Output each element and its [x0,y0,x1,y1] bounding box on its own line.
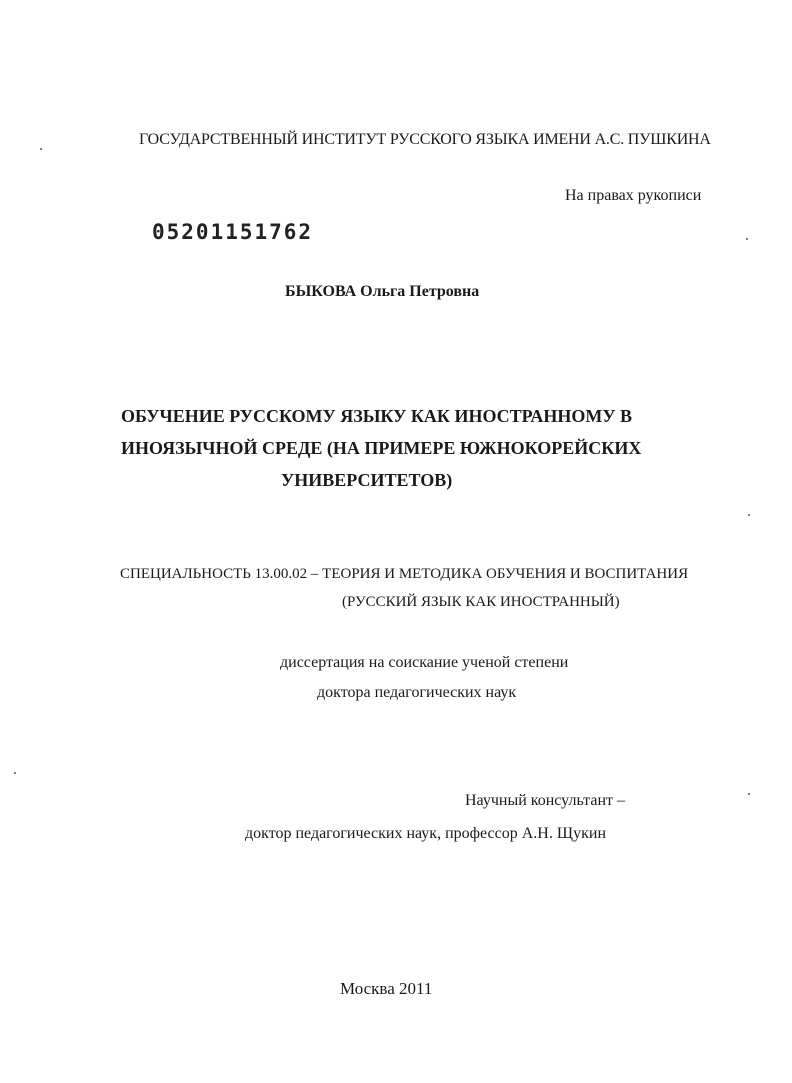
title-line-3: УНИВЕРСИТЕТОВ) [281,470,453,490]
rights-note: На правах рукописи [565,187,702,204]
specialty [120,560,730,616]
degree-line-1: диссертация на соискание ученой степени [280,654,569,671]
scan-speck [14,772,16,774]
dissertation-title [121,400,681,496]
catalog-number: 05201151762 [152,220,314,244]
advisor-name: доктор педагогических наук, профессор А.Н. Щукин [245,825,607,842]
author-name: БЫКОВА Ольга Петровна [285,283,480,300]
title-line-2: ИНОЯЗЫЧНОЙ СРЕДЕ (НА ПРИМЕРЕ ЮЖНОКОРЕЙСКИХ [121,438,642,458]
scan-speck [748,514,750,516]
institute-name: ГОСУДАРСТВЕННЫЙ ИНСТИТУТ РУССКОГО ЯЗЫКА ИМЕНИ А.С. ПУШКИНА [139,131,711,148]
scan-speck [746,238,748,240]
specialty-line-2: (РУССКИЙ ЯЗЫК КАК ИНОСТРАННЫЙ) [342,594,620,610]
scan-speck [748,793,750,795]
specialty-line-1: СПЕЦИАЛЬНОСТЬ 13.00.02 – ТЕОРИЯ И МЕТОДИКА ОБУЧЕНИЯ И ВОСПИТАНИЯ [120,566,689,582]
scan-speck [40,148,42,150]
degree-line-2: доктора педагогических наук [317,684,517,701]
city-year: Москва 2011 [340,979,433,998]
title-line-1: ОБУЧЕНИЕ РУССКОМУ ЯЗЫКУ КАК ИНОСТРАННОМУ В [121,406,633,426]
advisor-role: Научный консультант – [465,792,625,809]
degree-statement [280,648,568,708]
